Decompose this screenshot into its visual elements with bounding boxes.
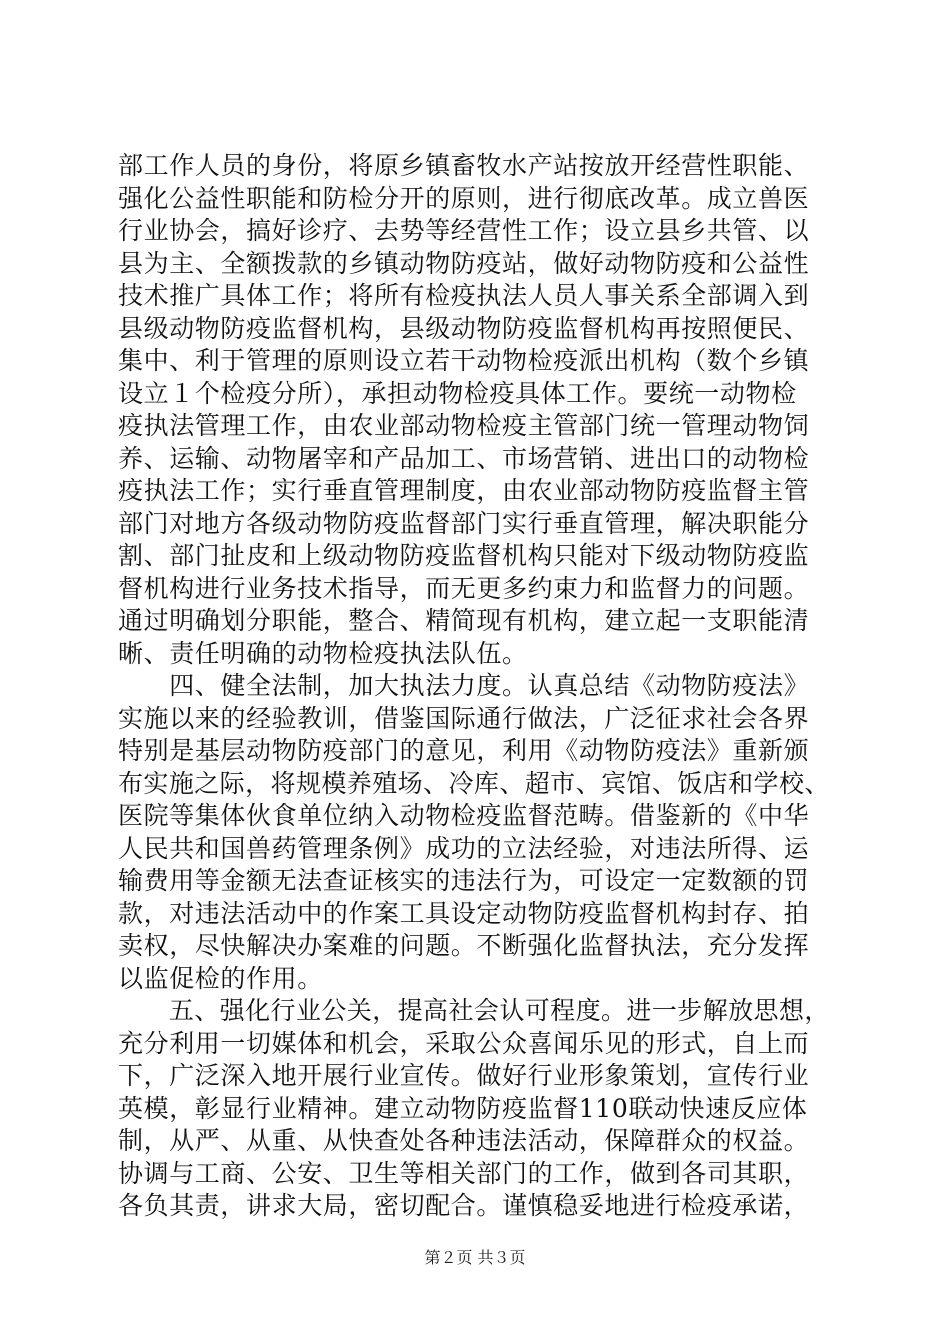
text-line: 输费用等金额无法查证核实的违法行为，可设定一定数额的罚 xyxy=(118,866,810,895)
text-line: 集中、利于管理的原则设立若干动物检疫派出机构（数个乡镇 xyxy=(118,346,810,375)
text-line: 强化公益性职能和防检分开的原则，进行彻底改革。成立兽医 xyxy=(118,183,810,213)
text-line: 英模，彰显行业精神。建立动物防疫监督110联动快速反应体 xyxy=(118,1093,808,1123)
text-line: 割、部门扯皮和上级动物防疫监督机构只能对下级动物防疫监 xyxy=(118,541,810,570)
text-line: 通过明确划分职能，整合、精简现有机构，建立起一支职能清 xyxy=(118,606,810,635)
text-line: 制，从严、从重、从快查处各种违法活动，保障群众的权益。 xyxy=(118,1126,810,1155)
text-line: 县为主、全额拨款的乡镇动物防疫站，做好动物防疫和公益性 xyxy=(118,248,810,278)
text-line: 疫执法工作；实行垂直管理制度，由农业部动物防疫监督主管 xyxy=(118,476,810,505)
text-line: 下，广泛深入地开展行业宣传。做好行业形象策划，宣传行业 xyxy=(118,1061,810,1090)
text-line: 布实施之际，将规模养殖场、冷库、超市、宾馆、饭店和学校、 xyxy=(118,768,830,798)
text-line: 四、健全法制，加大执法力度。认真总结《动物防疫法》 xyxy=(118,671,810,700)
text-line: 五、强化行业公关，提高社会认可程度。进一步解放思想， xyxy=(118,996,830,1025)
text-line: 督机构进行业务技术指导，而无更多约束力和监督力的问题。 xyxy=(118,573,810,603)
text-line: 卖权，尽快解决办案难的问题。不断强化监督执法，充分发挥 xyxy=(118,931,810,960)
text-line: 特别是基层动物防疫部门的意见，利用《动物防疫法》重新颁 xyxy=(118,736,810,765)
text-line: 以监促检的作用。 xyxy=(118,963,323,993)
text-line: 疫执法管理工作，由农业部动物检疫主管部门统一管理动物饲 xyxy=(118,411,810,440)
text-line: 养、运输、动物屠宰和产品加工、市场营销、进出口的动物检 xyxy=(118,443,810,473)
text-line: 实施以来的经验教训，借鉴国际通行做法，广泛征求社会各界 xyxy=(118,703,810,733)
text-line: 晰、责任明确的动物检疫执法队伍。 xyxy=(118,638,528,668)
text-line: 部门对地方各级动物防疫监督部门实行垂直管理，解决职能分 xyxy=(118,508,810,538)
text-line: 设立１个检疫分所），承担动物检疫具体工作。要统一动物检 xyxy=(118,378,797,408)
text-line: 县级动物防疫监督机构，县级动物防疫监督机构再按照便民、 xyxy=(118,313,810,343)
text-line: 行业协会，搞好诊疗、去势等经营性工作；设立县乡共管、以 xyxy=(118,216,810,245)
text-line: 技术推广具体工作；将所有检疫执法人员人事关系全部调入到 xyxy=(118,281,810,310)
page-footer: 第２页 共３页 xyxy=(424,1248,526,1267)
text-line: 医院等集体伙食单位纳入动物检疫监督范畴。借鉴新的《中华 xyxy=(118,801,810,830)
text-line: 充分利用一切媒体和机会，采取公众喜闻乐见的形式，自上而 xyxy=(118,1028,810,1058)
text-line: 人民共和国兽药管理条例》成功的立法经验，对违法所得、运 xyxy=(118,833,810,863)
text-line: 部工作人员的身份，将原乡镇畜牧水产站按放开经营性职能、 xyxy=(118,151,810,180)
text-line: 款，对违法活动中的作案工具设定动物防疫监督机构封存、拍 xyxy=(118,898,810,928)
text-line: 协调与工商、公安、卫生等相关部门的工作，做到各司其职， xyxy=(118,1158,810,1188)
body-text xyxy=(118,150,830,1223)
text-line: 各负其责，讲求大局，密切配合。谨慎稳妥地进行检疫承诺， xyxy=(118,1191,810,1220)
